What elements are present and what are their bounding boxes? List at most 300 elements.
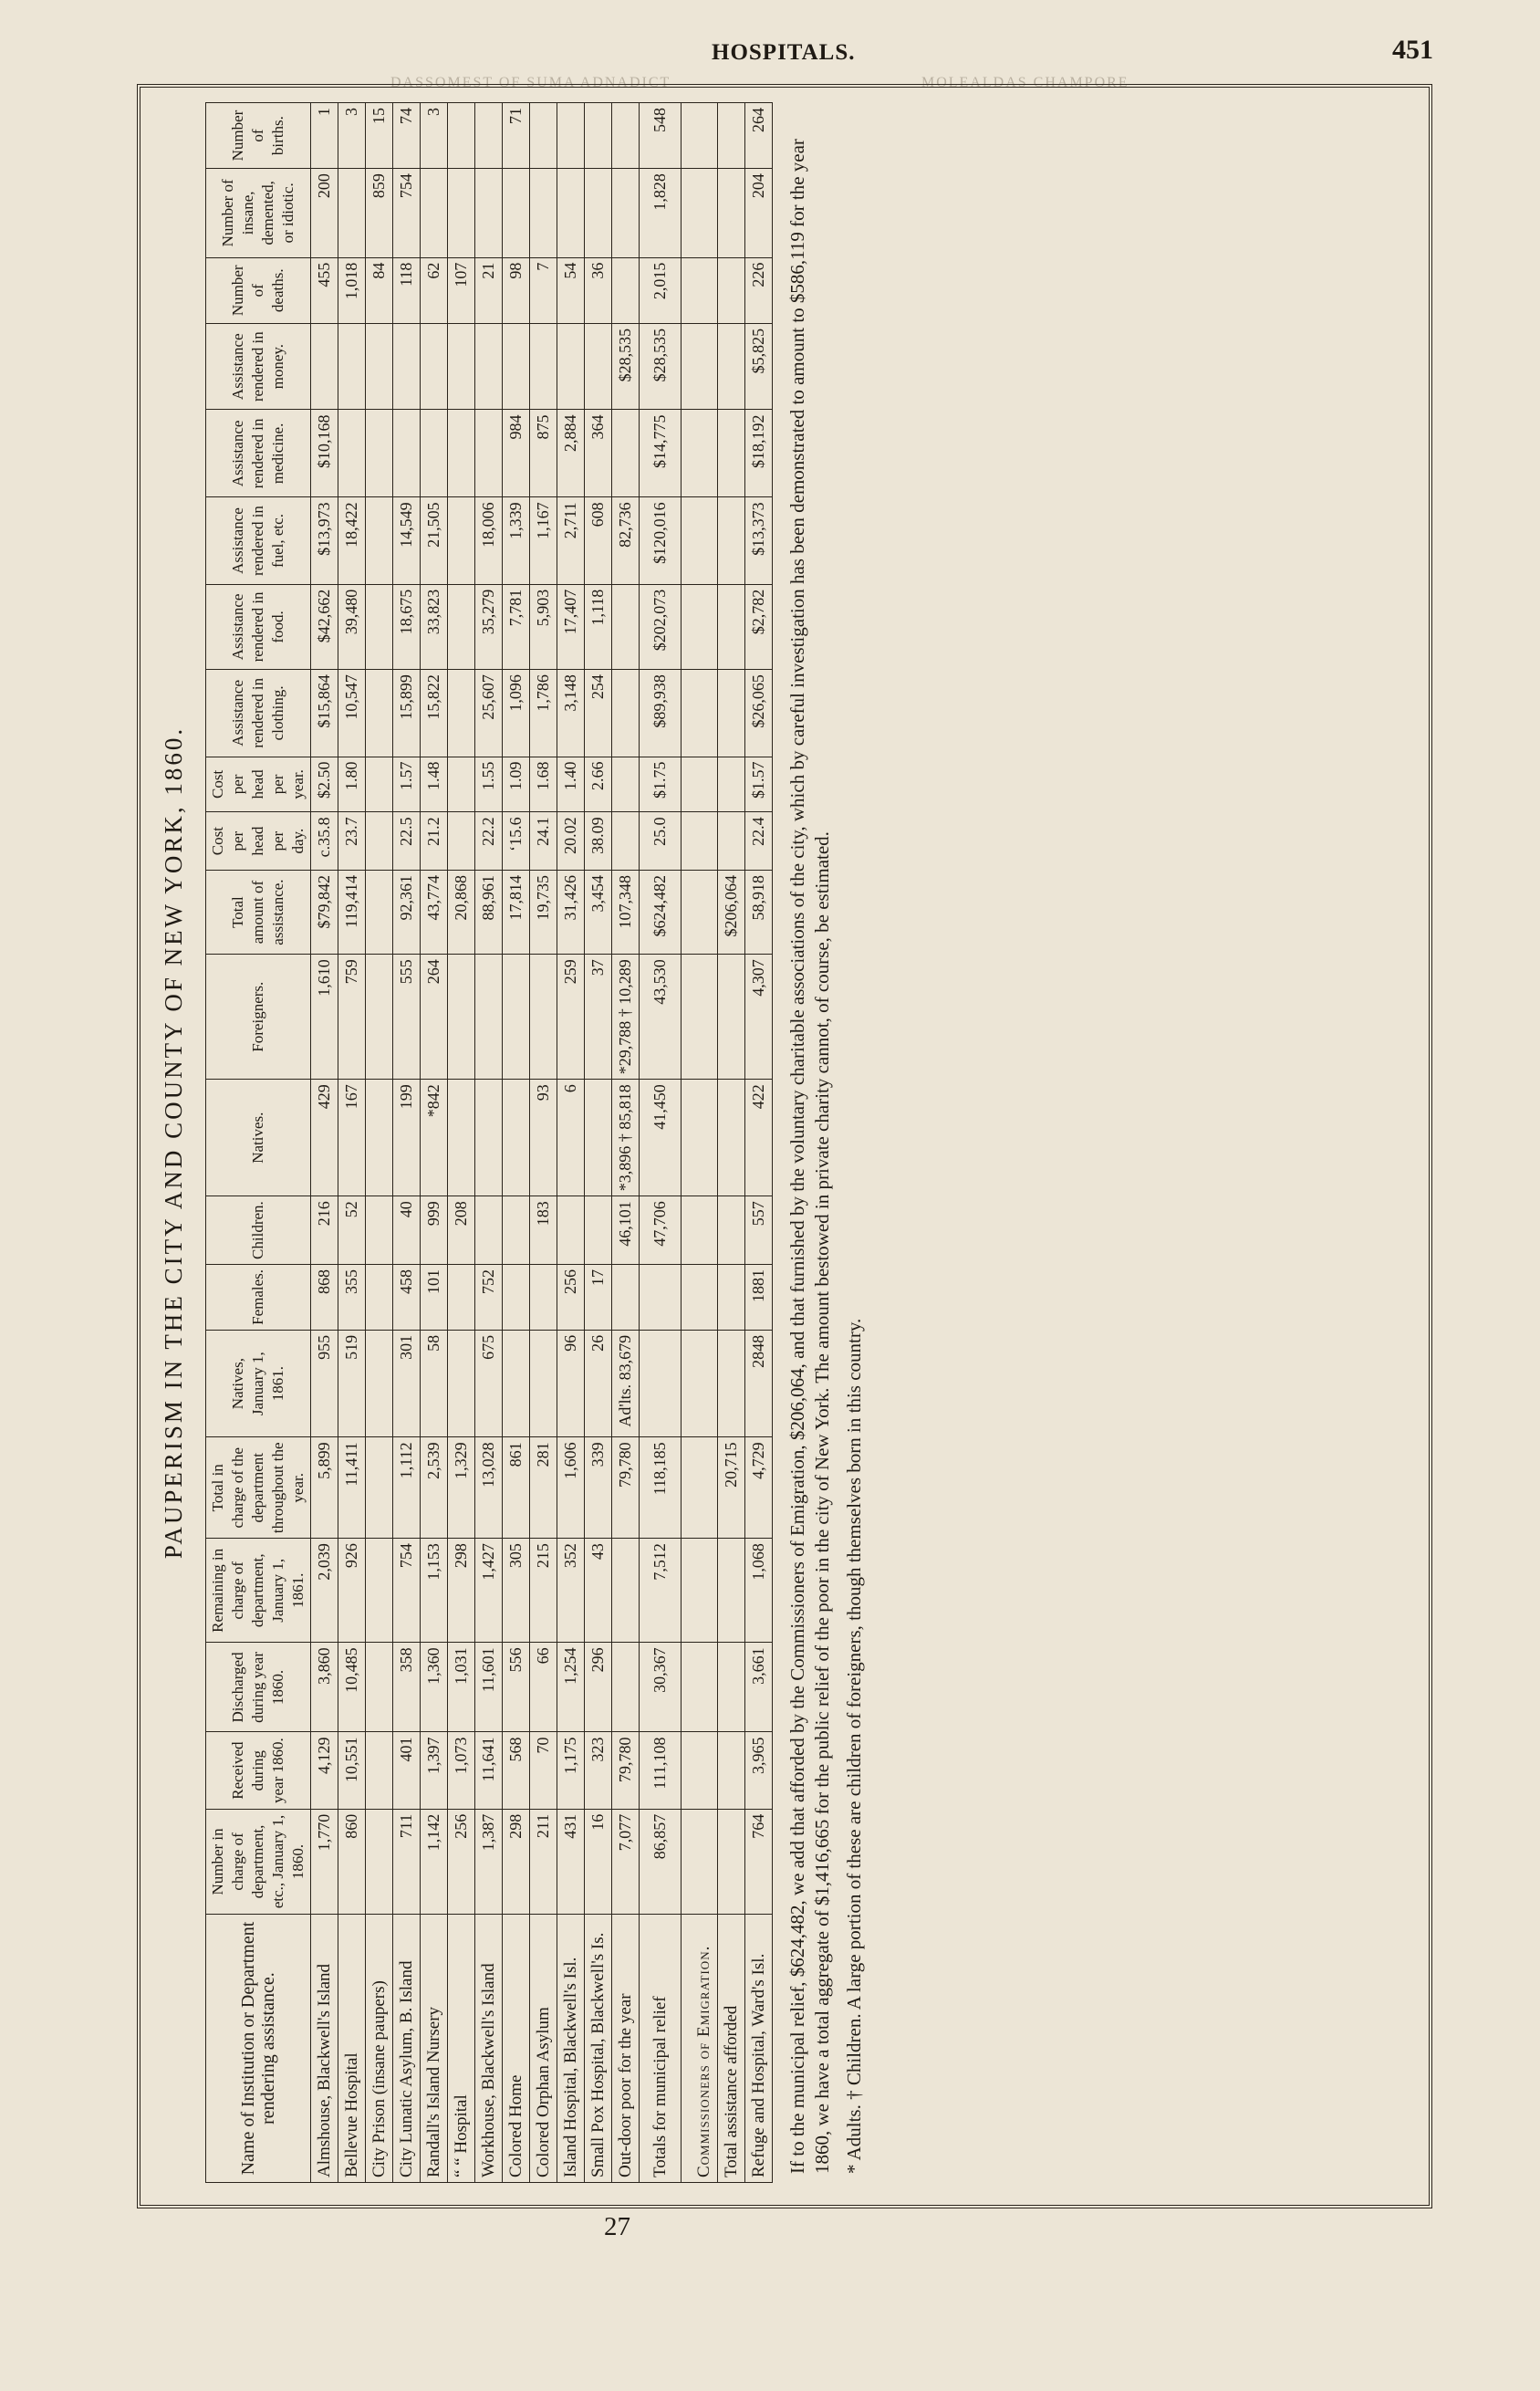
table-row bbox=[530, 103, 557, 2183]
table-row bbox=[612, 103, 640, 2183]
value-cell bbox=[682, 584, 718, 669]
value-cell: 25,607 bbox=[475, 670, 503, 757]
value-cell: 1,153 bbox=[421, 1539, 448, 1643]
value-cell: 21,505 bbox=[421, 497, 448, 584]
value-cell bbox=[682, 410, 718, 497]
value-cell: 7,781 bbox=[503, 584, 530, 669]
column-header: Females. bbox=[206, 1264, 311, 1330]
row-name-cell: Small Pox Hospital, Blackwell's Is. bbox=[585, 1915, 612, 2183]
value-cell bbox=[612, 169, 640, 257]
value-cell: 281 bbox=[530, 1437, 557, 1539]
table-row bbox=[448, 103, 475, 2183]
value-cell: 13,028 bbox=[475, 1437, 503, 1539]
value-cell: 1,770 bbox=[311, 1809, 338, 1914]
table-row bbox=[421, 103, 448, 2183]
value-cell: $5,825 bbox=[745, 323, 773, 410]
value-cell bbox=[366, 1539, 393, 1643]
value-cell: 1,427 bbox=[475, 1539, 503, 1643]
table-row bbox=[718, 103, 745, 2183]
value-cell: c.35.8 bbox=[311, 812, 338, 871]
column-header: Cost per head per day. bbox=[206, 812, 311, 871]
value-cell: 71 bbox=[503, 103, 530, 169]
value-cell bbox=[530, 955, 557, 1080]
value-cell: $1.57 bbox=[745, 757, 773, 812]
value-cell: 199 bbox=[393, 1080, 421, 1196]
value-cell: 3,965 bbox=[745, 1732, 773, 1809]
row-name-cell: Totals for municipal relief bbox=[640, 1915, 682, 2183]
value-cell: 429 bbox=[311, 1080, 338, 1196]
value-cell bbox=[366, 670, 393, 757]
value-cell: 19,735 bbox=[530, 870, 557, 954]
value-cell: $14,775 bbox=[640, 410, 682, 497]
header-row bbox=[206, 103, 311, 2183]
column-header: Assistance rendered in money. bbox=[206, 323, 311, 410]
value-cell: 7 bbox=[530, 257, 557, 323]
value-cell bbox=[448, 169, 475, 257]
value-cell bbox=[366, 812, 393, 871]
value-cell bbox=[366, 1643, 393, 1732]
value-cell: 264 bbox=[745, 103, 773, 169]
value-cell: 1,018 bbox=[338, 257, 366, 323]
value-cell: 984 bbox=[503, 410, 530, 497]
value-cell: 118 bbox=[393, 257, 421, 323]
page-number-top: 451 bbox=[1392, 35, 1433, 65]
value-cell bbox=[718, 1330, 745, 1437]
table-row bbox=[640, 103, 682, 2183]
column-header: Received during year 1860. bbox=[206, 1732, 311, 1809]
value-cell: 119,414 bbox=[338, 870, 366, 954]
value-cell bbox=[475, 1196, 503, 1265]
value-cell bbox=[530, 103, 557, 169]
value-cell bbox=[393, 410, 421, 497]
value-cell bbox=[585, 169, 612, 257]
value-cell: 15,899 bbox=[393, 670, 421, 757]
value-cell: 352 bbox=[557, 1539, 585, 1643]
value-cell: 52 bbox=[338, 1196, 366, 1265]
value-cell: 200 bbox=[311, 169, 338, 257]
value-cell: $120,016 bbox=[640, 497, 682, 584]
value-cell bbox=[503, 1264, 530, 1330]
value-cell: $1.75 bbox=[640, 757, 682, 812]
value-cell bbox=[682, 1330, 718, 1437]
value-cell bbox=[682, 812, 718, 871]
value-cell bbox=[338, 169, 366, 257]
value-cell: 43,774 bbox=[421, 870, 448, 954]
value-cell: 31,426 bbox=[557, 870, 585, 954]
value-cell: 88,961 bbox=[475, 870, 503, 954]
value-cell: 548 bbox=[640, 103, 682, 169]
value-cell: 1,112 bbox=[393, 1437, 421, 1539]
value-cell: 358 bbox=[393, 1643, 421, 1732]
value-cell: 1,387 bbox=[475, 1809, 503, 1914]
table-row bbox=[475, 103, 503, 2183]
value-cell: 1.68 bbox=[530, 757, 557, 812]
row-name-cell: Island Hospital, Blackwell's Isl. bbox=[557, 1915, 585, 2183]
value-cell bbox=[718, 812, 745, 871]
value-cell: 1.57 bbox=[393, 757, 421, 812]
value-cell: 22.2 bbox=[475, 812, 503, 871]
value-cell bbox=[366, 757, 393, 812]
value-cell bbox=[448, 812, 475, 871]
value-cell: $624,482 bbox=[640, 870, 682, 954]
table-title: PAUPERISM IN THE CITY AND COUNTY OF NEW YORK, 1860. bbox=[160, 726, 187, 1560]
value-cell: 62 bbox=[421, 257, 448, 323]
value-cell: 7,512 bbox=[640, 1539, 682, 1643]
row-name-cell: Randall's Island Nursery bbox=[421, 1915, 448, 2183]
value-cell bbox=[682, 955, 718, 1080]
value-cell bbox=[557, 169, 585, 257]
value-cell bbox=[366, 410, 393, 497]
value-cell: 1,175 bbox=[557, 1732, 585, 1809]
value-cell bbox=[682, 1809, 718, 1914]
value-cell bbox=[682, 1539, 718, 1643]
value-cell bbox=[718, 257, 745, 323]
value-cell: 1.48 bbox=[421, 757, 448, 812]
value-cell: 216 bbox=[311, 1196, 338, 1265]
value-cell: 1,329 bbox=[448, 1437, 475, 1539]
table-row bbox=[557, 103, 585, 2183]
value-cell bbox=[557, 1196, 585, 1265]
value-cell: 41,450 bbox=[640, 1080, 682, 1196]
value-cell bbox=[503, 323, 530, 410]
value-cell: 46,101 bbox=[612, 1196, 640, 1265]
value-cell bbox=[682, 1264, 718, 1330]
value-cell: 82,736 bbox=[612, 497, 640, 584]
value-cell: 422 bbox=[745, 1080, 773, 1196]
value-cell bbox=[530, 1330, 557, 1437]
table-row bbox=[503, 103, 530, 2183]
value-cell: 339 bbox=[585, 1437, 612, 1539]
footnote-symbols: * Adults. † Children. A large portion of these are children of foreigners, though themselves born in this country. bbox=[843, 1318, 865, 2174]
value-cell: 675 bbox=[475, 1330, 503, 1437]
value-cell bbox=[612, 584, 640, 669]
pauperism-table bbox=[205, 102, 773, 2183]
value-cell bbox=[612, 812, 640, 871]
value-cell: 4,729 bbox=[745, 1437, 773, 1539]
value-cell: 557 bbox=[745, 1196, 773, 1265]
page-footer-number: 27 bbox=[604, 2212, 630, 2241]
table-row bbox=[585, 103, 612, 2183]
value-cell: 107 bbox=[448, 257, 475, 323]
value-cell: 5,899 bbox=[311, 1437, 338, 1539]
value-cell bbox=[338, 410, 366, 497]
value-cell: 3,148 bbox=[557, 670, 585, 757]
value-cell: 1,118 bbox=[585, 584, 612, 669]
value-cell bbox=[503, 169, 530, 257]
value-cell: 264 bbox=[421, 955, 448, 1080]
value-cell bbox=[682, 1732, 718, 1809]
value-cell: 3,454 bbox=[585, 870, 612, 954]
value-cell bbox=[366, 1732, 393, 1809]
value-cell: 10,551 bbox=[338, 1732, 366, 1809]
value-cell: $202,073 bbox=[640, 584, 682, 669]
column-header: Assistance rendered in clothing. bbox=[206, 670, 311, 757]
value-cell: 401 bbox=[393, 1732, 421, 1809]
column-header: Total in charge of the department throughout the year. bbox=[206, 1437, 311, 1539]
value-cell: 33,823 bbox=[421, 584, 448, 669]
value-cell bbox=[612, 1264, 640, 1330]
value-cell bbox=[475, 323, 503, 410]
value-cell: 211 bbox=[530, 1809, 557, 1914]
value-cell: 1.40 bbox=[557, 757, 585, 812]
value-cell: 1,031 bbox=[448, 1643, 475, 1732]
row-name-cell: Colored Orphan Asylum bbox=[530, 1915, 557, 2183]
value-cell bbox=[612, 103, 640, 169]
value-cell bbox=[393, 323, 421, 410]
value-cell: 93 bbox=[530, 1080, 557, 1196]
table-row bbox=[338, 103, 366, 2183]
value-cell bbox=[557, 323, 585, 410]
value-cell: 14,549 bbox=[393, 497, 421, 584]
value-cell: 30,367 bbox=[640, 1643, 682, 1732]
value-cell: 256 bbox=[557, 1264, 585, 1330]
value-cell bbox=[718, 584, 745, 669]
value-cell: 298 bbox=[503, 1809, 530, 1914]
value-cell bbox=[530, 169, 557, 257]
value-cell bbox=[503, 1080, 530, 1196]
value-cell bbox=[682, 497, 718, 584]
value-cell bbox=[612, 757, 640, 812]
value-cell: 204 bbox=[745, 169, 773, 257]
value-cell: 754 bbox=[393, 169, 421, 257]
value-cell: 17,814 bbox=[503, 870, 530, 954]
value-cell bbox=[366, 1196, 393, 1265]
running-head-title: HOSPITALS. bbox=[712, 40, 856, 65]
value-cell bbox=[682, 1080, 718, 1196]
value-cell: 999 bbox=[421, 1196, 448, 1265]
value-cell: 364 bbox=[585, 410, 612, 497]
value-cell: 21.2 bbox=[421, 812, 448, 871]
value-cell bbox=[612, 410, 640, 497]
value-cell: 1.80 bbox=[338, 757, 366, 812]
value-cell: 868 bbox=[311, 1264, 338, 1330]
column-header: Natives, January 1, 1861. bbox=[206, 1330, 311, 1437]
value-cell: 11,601 bbox=[475, 1643, 503, 1732]
value-cell: 15 bbox=[366, 103, 393, 169]
footnote-main: If to the municipal relief, $624,482, we add that afforded by the Commissioners of Emigration, $206,064, and that furnished by the voluntary charitable associations of the city, which by careful investigation has been demonstrated to amount to $586,119 for the year 1860, we have a total aggregate of $1,416,665 for the public relief of the poor in the city of New York. The amount bestowed in private charity cannot, of course, be estimated. bbox=[786, 139, 833, 2174]
value-cell bbox=[682, 103, 718, 169]
value-cell: 20,715 bbox=[718, 1437, 745, 1539]
value-cell: 74 bbox=[393, 103, 421, 169]
value-cell: 519 bbox=[338, 1330, 366, 1437]
value-cell: 1,397 bbox=[421, 1732, 448, 1809]
value-cell: 2,711 bbox=[557, 497, 585, 584]
value-cell: $13,973 bbox=[311, 497, 338, 584]
value-cell bbox=[366, 955, 393, 1080]
value-cell: 18,006 bbox=[475, 497, 503, 584]
rotated-table-container bbox=[151, 102, 1410, 2183]
column-header-name: Name of Institution or Department rendering assistance. bbox=[206, 1915, 311, 2183]
value-cell bbox=[585, 103, 612, 169]
value-cell: 1.55 bbox=[475, 757, 503, 812]
value-cell bbox=[421, 323, 448, 410]
value-cell: 955 bbox=[311, 1330, 338, 1437]
value-cell bbox=[585, 1080, 612, 1196]
value-cell: 298 bbox=[448, 1539, 475, 1643]
value-cell: 36 bbox=[585, 257, 612, 323]
value-cell: 54 bbox=[557, 257, 585, 323]
value-cell: 86,857 bbox=[640, 1809, 682, 1914]
value-cell bbox=[718, 1196, 745, 1265]
value-cell: 2848 bbox=[745, 1330, 773, 1437]
column-header: Cost per head per year. bbox=[206, 757, 311, 812]
value-cell: 754 bbox=[393, 1539, 421, 1643]
value-cell: 556 bbox=[503, 1643, 530, 1732]
value-cell: 1881 bbox=[745, 1264, 773, 1330]
value-cell bbox=[718, 1539, 745, 1643]
table-row bbox=[745, 103, 773, 2183]
value-cell: $13,373 bbox=[745, 497, 773, 584]
value-cell: $2.50 bbox=[311, 757, 338, 812]
value-cell: 4,129 bbox=[311, 1732, 338, 1809]
value-cell: 20,868 bbox=[448, 870, 475, 954]
page-header bbox=[0, 35, 1540, 90]
value-cell bbox=[557, 103, 585, 169]
value-cell bbox=[366, 1809, 393, 1914]
value-cell bbox=[530, 1264, 557, 1330]
value-cell bbox=[718, 1732, 745, 1809]
value-cell: 66 bbox=[530, 1643, 557, 1732]
value-cell: 926 bbox=[338, 1539, 366, 1643]
value-cell: 1,360 bbox=[421, 1643, 448, 1732]
value-cell: $10,168 bbox=[311, 410, 338, 497]
value-cell: 1,068 bbox=[745, 1539, 773, 1643]
value-cell: 96 bbox=[557, 1330, 585, 1437]
value-cell bbox=[448, 1264, 475, 1330]
value-cell bbox=[448, 497, 475, 584]
row-name-cell: Refuge and Hospital, Ward's Isl. bbox=[745, 1915, 773, 2183]
value-cell bbox=[366, 1264, 393, 1330]
value-cell bbox=[612, 1539, 640, 1643]
row-name-cell: Almshouse, Blackwell's Island bbox=[311, 1915, 338, 2183]
value-cell bbox=[503, 1330, 530, 1437]
value-cell bbox=[366, 1437, 393, 1539]
value-cell: 22.4 bbox=[745, 812, 773, 871]
value-cell: 15,822 bbox=[421, 670, 448, 757]
value-cell: 47,706 bbox=[640, 1196, 682, 1265]
value-cell: 1,142 bbox=[421, 1809, 448, 1914]
value-cell bbox=[585, 1196, 612, 1265]
value-cell bbox=[530, 323, 557, 410]
value-cell bbox=[682, 257, 718, 323]
value-cell: 764 bbox=[745, 1809, 773, 1914]
value-cell bbox=[366, 870, 393, 954]
value-cell: 1,610 bbox=[311, 955, 338, 1080]
value-cell bbox=[448, 955, 475, 1080]
value-cell: 11,641 bbox=[475, 1732, 503, 1809]
value-cell: 608 bbox=[585, 497, 612, 584]
value-cell: 1,096 bbox=[503, 670, 530, 757]
value-cell bbox=[682, 870, 718, 954]
value-cell: $89,938 bbox=[640, 670, 682, 757]
value-cell: 254 bbox=[585, 670, 612, 757]
value-cell: 431 bbox=[557, 1809, 585, 1914]
column-header: Number of births. bbox=[206, 103, 311, 169]
value-cell bbox=[718, 1264, 745, 1330]
value-cell bbox=[421, 410, 448, 497]
value-cell: 1,073 bbox=[448, 1732, 475, 1809]
value-cell bbox=[366, 323, 393, 410]
value-cell: 5,903 bbox=[530, 584, 557, 669]
value-cell: 10,485 bbox=[338, 1643, 366, 1732]
value-cell: 875 bbox=[530, 410, 557, 497]
value-cell bbox=[682, 1437, 718, 1539]
value-cell: 301 bbox=[393, 1330, 421, 1437]
value-cell bbox=[612, 670, 640, 757]
value-cell bbox=[448, 757, 475, 812]
value-cell bbox=[448, 103, 475, 169]
value-cell: 2,039 bbox=[311, 1539, 338, 1643]
value-cell: 861 bbox=[503, 1437, 530, 1539]
value-cell: 1,167 bbox=[530, 497, 557, 584]
value-cell bbox=[475, 103, 503, 169]
column-header: Total amount of assistance. bbox=[206, 870, 311, 954]
value-cell bbox=[612, 257, 640, 323]
table-body bbox=[311, 103, 773, 2183]
value-cell bbox=[640, 1330, 682, 1437]
value-cell bbox=[475, 1080, 503, 1196]
value-cell bbox=[475, 410, 503, 497]
value-cell: 3,661 bbox=[745, 1643, 773, 1732]
value-cell: 1,606 bbox=[557, 1437, 585, 1539]
value-cell: 226 bbox=[745, 257, 773, 323]
value-cell: 98 bbox=[503, 257, 530, 323]
value-cell bbox=[503, 1196, 530, 1265]
value-cell: 711 bbox=[393, 1809, 421, 1914]
value-cell bbox=[682, 670, 718, 757]
column-header: Discharged during year 1860. bbox=[206, 1643, 311, 1732]
table-row bbox=[311, 103, 338, 2183]
value-cell: $26,065 bbox=[745, 670, 773, 757]
value-cell: 84 bbox=[366, 257, 393, 323]
value-cell bbox=[448, 670, 475, 757]
emigration-heading-row bbox=[682, 103, 718, 2183]
column-header: Remaining in charge of department, January 1, 1861. bbox=[206, 1539, 311, 1643]
value-cell: 16 bbox=[585, 1809, 612, 1914]
value-cell: $79,842 bbox=[311, 870, 338, 954]
value-cell: 296 bbox=[585, 1643, 612, 1732]
value-cell: *29,788 † 10,289 bbox=[612, 955, 640, 1080]
value-cell bbox=[448, 584, 475, 669]
value-cell: 107,348 bbox=[612, 870, 640, 954]
value-cell: 458 bbox=[393, 1264, 421, 1330]
bleed-through-text-left: DASSOMEST OF SUMA ADNADICT bbox=[390, 75, 671, 90]
value-cell: 2,884 bbox=[557, 410, 585, 497]
value-cell: 759 bbox=[338, 955, 366, 1080]
value-cell bbox=[718, 169, 745, 257]
value-cell: 35,279 bbox=[475, 584, 503, 669]
value-cell bbox=[448, 1080, 475, 1196]
value-cell: 11,411 bbox=[338, 1437, 366, 1539]
column-header: Natives. bbox=[206, 1080, 311, 1196]
value-cell: $206,064 bbox=[718, 870, 745, 954]
value-cell bbox=[366, 1330, 393, 1437]
value-cell bbox=[718, 757, 745, 812]
value-cell: 2,015 bbox=[640, 257, 682, 323]
value-cell: 10,547 bbox=[338, 670, 366, 757]
value-cell: 18,422 bbox=[338, 497, 366, 584]
value-cell bbox=[718, 670, 745, 757]
value-cell: 1.09 bbox=[503, 757, 530, 812]
value-cell bbox=[366, 497, 393, 584]
value-cell: 167 bbox=[338, 1080, 366, 1196]
value-cell: 3 bbox=[338, 103, 366, 169]
column-header: Number of insane, demented, or idiotic. bbox=[206, 169, 311, 257]
value-cell: 79,780 bbox=[612, 1732, 640, 1809]
value-cell bbox=[585, 323, 612, 410]
value-cell: 3,860 bbox=[311, 1643, 338, 1732]
value-cell bbox=[503, 955, 530, 1080]
